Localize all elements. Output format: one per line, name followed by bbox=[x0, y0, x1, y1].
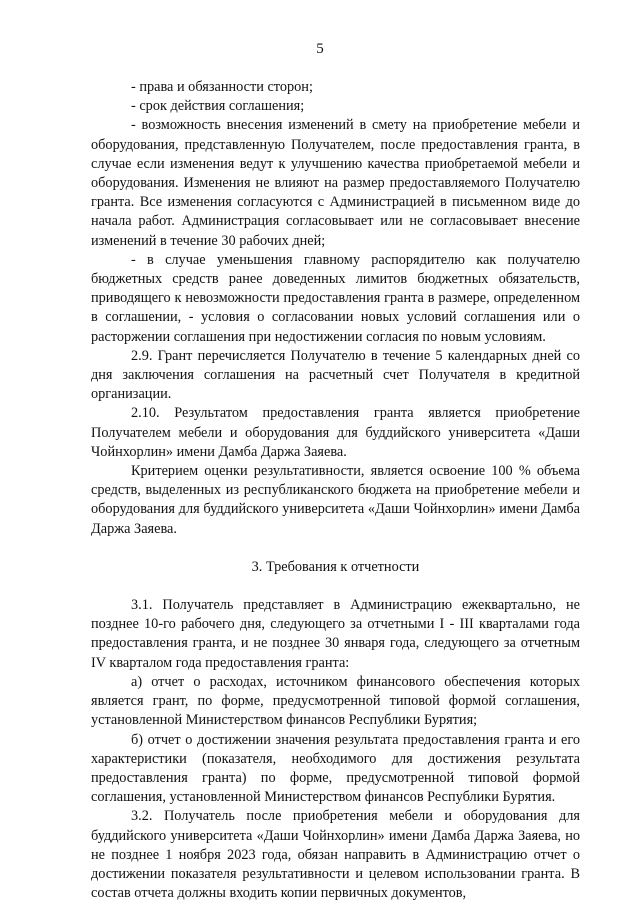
list-item-budget-reduction: - в случае уменьшения главному распорядителю как получателю бюджетных средств ранее доведенных лимитов бюджетных обязательств, приводящего к невозможности предоставления гранта в размере, определенном в соглашении, - условия о согласовании новых условий соглашения или о расторжении соглашения при недостижении согласия по новым условиям. bbox=[91, 251, 580, 345]
paragraph-2-9: 2.9. Грант перечисляется Получателю в течение 5 календарных дней со дня заключения соглашения на расчетный счет Получателя в кредитной организации. bbox=[91, 347, 580, 403]
section-heading-3: 3. Требования к отчетности bbox=[251, 558, 420, 575]
paragraph-3-1: 3.1. Получатель представляет в Администрацию ежеквартально, не позднее 10-го рабочего дня, следующего за отчетными I - III кварталами года предоставления гранта, и не позднее 30 января года, следующего за отчетным IV кварталом года предоставления гранта: bbox=[91, 597, 580, 671]
page-number: 5 bbox=[316, 41, 324, 57]
document-body bbox=[91, 78, 580, 903]
paragraph-3-1-a: а) отчет о расходах, источником финансового обеспечения которых является грант, по форме, предусмотренной типовой формой соглашения, установленной Министерством финансов Республики Бурятия; bbox=[91, 673, 580, 729]
paragraph-3-2: 3.2. Получатель после приобретения мебели и оборудования для буддийского университета «Даши Чойнхорлин» имени Дамба Даржа Заяева, но не позднее 1 ноября 2023 года, обязан направить в Администрацию отчет о достижении показателя результативности и целевом использовании гранта. В состав отчета должны входить копии первичных документов, bbox=[91, 808, 580, 902]
paragraph-3-1-b: б) отчет о достижении значения результата предоставления гранта и его характеристики (показателя, необходимого для достижения результата предоставления гранта) по форме, предусмотренной типовой формой соглашения, установленной Министерством финансов Республики Бурятия. bbox=[91, 731, 580, 806]
paragraph-2-10: 2.10. Результатом предоставления гранта является приобретение Получателем мебели и оборудования для буддийского университета «Даши Чойнхорлин» имени Дамба Даржа Заяева. bbox=[91, 405, 580, 460]
list-item-estimate-changes: - возможность внесения изменений в смету на приобретение мебели и оборудования, представленную Получателем, после предоставления гранта, в случае если изменения ведут к улучшению качества приобретаемой мебели и оборудования. Изменения не влияют на размер предоставляемого Получателю гранта. Все изменения согласуются с Администрацией в письменном виде до начала работ. Администрация согласовывает или не согласовывает внесение изменений в течение 30 рабочих дней; bbox=[91, 117, 580, 249]
list-item-rights: - права и обязанности сторон; bbox=[131, 79, 313, 95]
list-item-term: - срок действия соглашения; bbox=[131, 98, 305, 115]
paragraph-criterion: Критерием оценки результативности, является освоение 100 % объема средств, выделенных из республиканского бюджета на приобретение мебели и оборудования для буддийского университета «Даши Чойнхорлин» имени Дамба Даржа Заяева. bbox=[91, 463, 580, 537]
